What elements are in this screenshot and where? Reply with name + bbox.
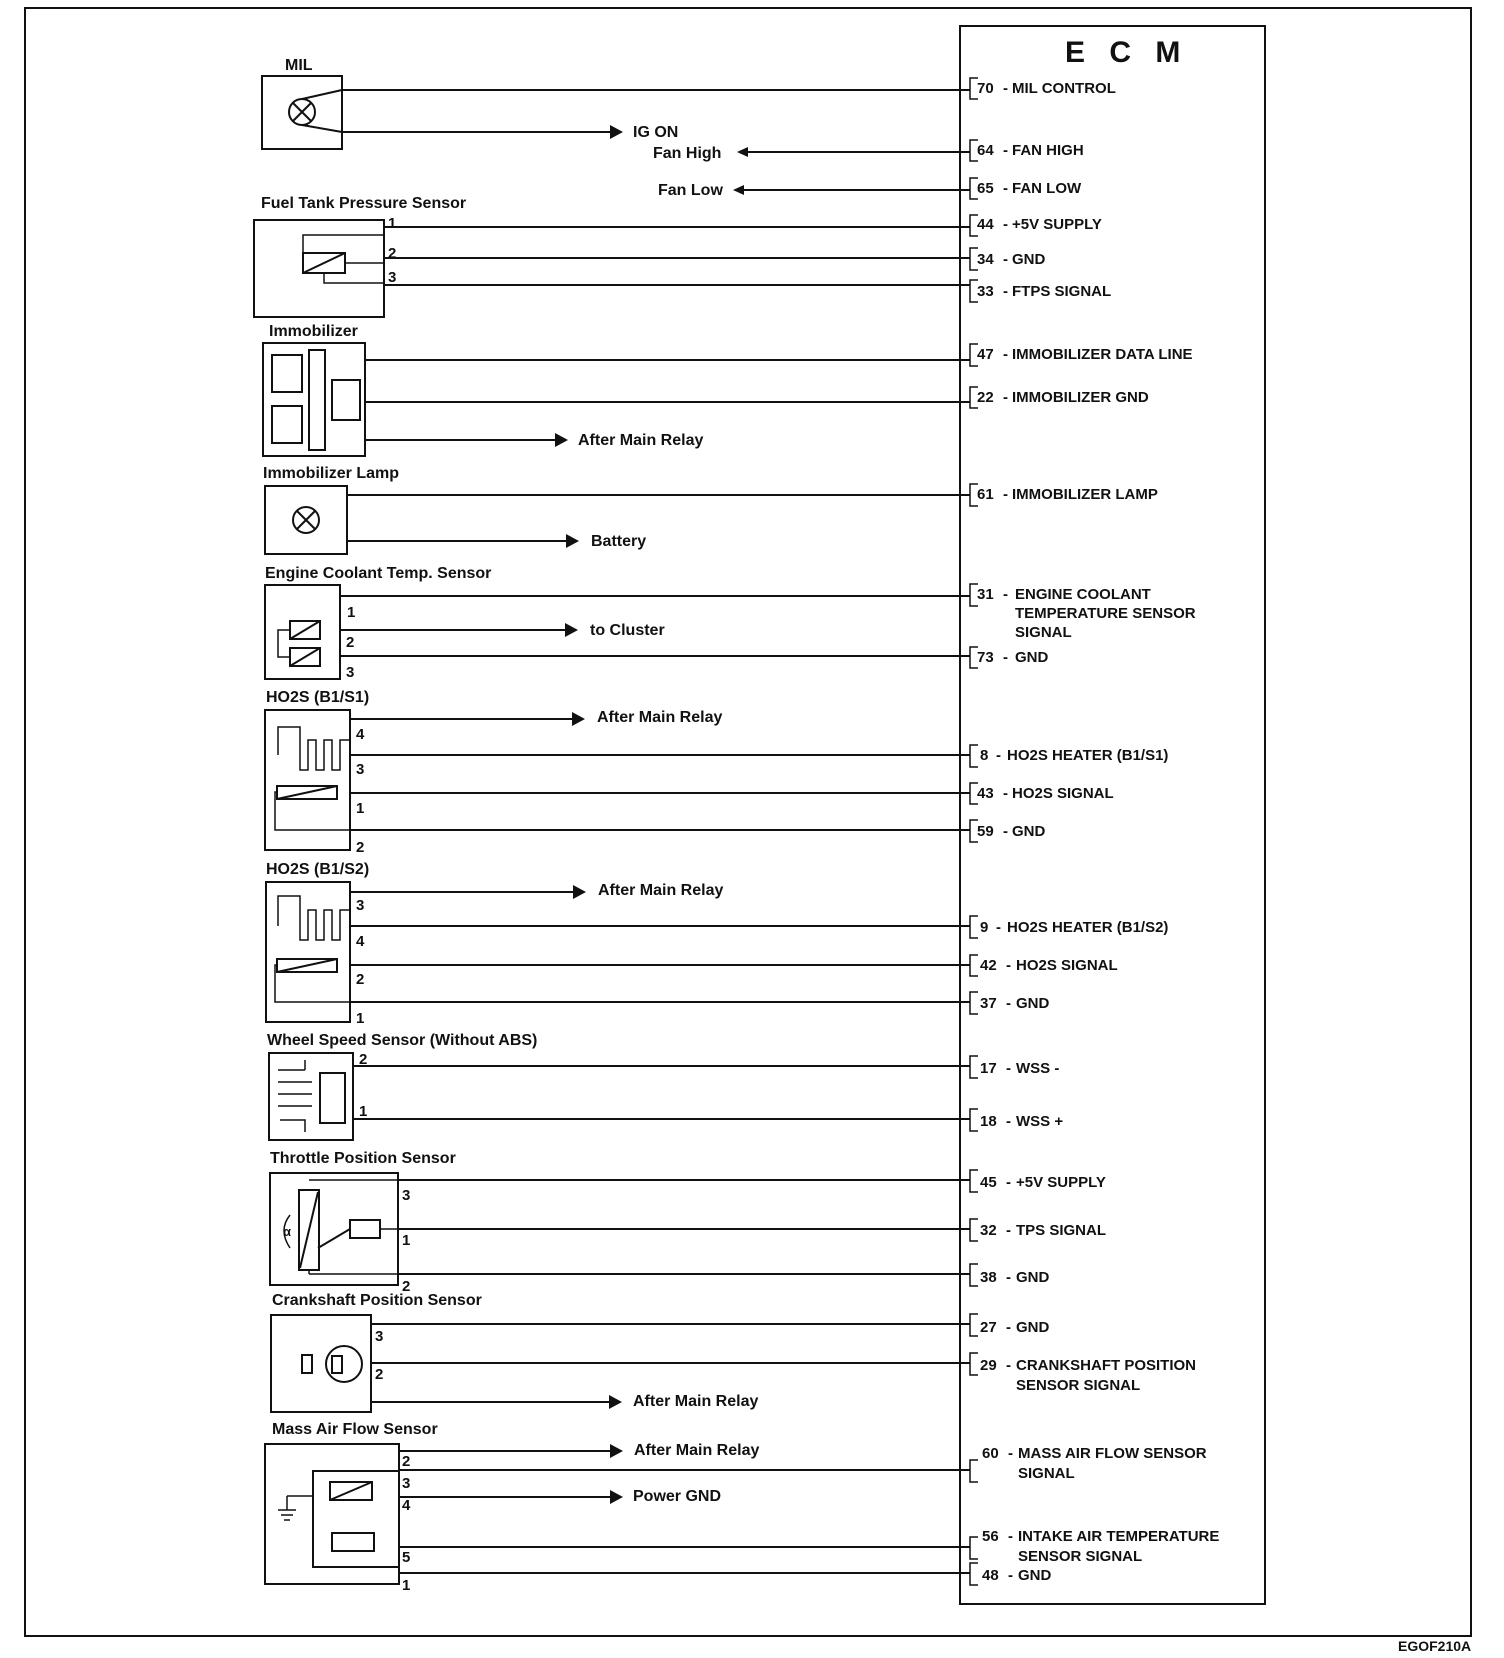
svg-text:61: 61 [977,486,994,503]
svg-text:45: 45 [980,1174,997,1191]
svg-text:3: 3 [402,1475,411,1492]
svg-text:-: - [1006,1222,1011,1239]
ecm-pin [970,1314,1050,1336]
ckp-label: Crankshaft Position Sensor [272,1292,482,1309]
ecm-pin [970,1170,1106,1192]
wss-component [267,1032,537,1140]
svg-text:-: - [1006,1319,1011,1336]
svg-text:IMMOBILIZER DATA LINE: IMMOBILIZER DATA LINE [1012,346,1193,363]
svg-text:-: - [1006,1060,1011,1077]
svg-text:65: 65 [977,180,994,197]
svg-text:33: 33 [977,283,994,300]
svg-text:-: - [1003,80,1008,97]
svg-text:3: 3 [346,664,355,681]
tps-label: Throttle Position Sensor [270,1150,456,1167]
ecm-pin [970,783,1114,804]
svg-text:56: 56 [982,1528,999,1545]
ecm-pin-list [970,78,1219,1585]
svg-text:MASS AIR FLOW SENSOR: MASS AIR FLOW SENSOR [1018,1445,1207,1462]
immobilizer-label: Immobilizer [269,323,358,340]
svg-text:1: 1 [356,1010,365,1027]
svg-text:73: 73 [977,649,994,666]
svg-text:-: - [1003,389,1008,406]
svg-text:-: - [1003,251,1008,268]
svg-text:60: 60 [982,1445,999,1462]
svg-text:-: - [1003,142,1008,159]
svg-text:1: 1 [402,1577,411,1594]
svg-text:α: α [283,1224,291,1239]
ecm-pin [970,955,1118,976]
svg-text:2: 2 [375,1366,384,1383]
svg-text:4: 4 [356,726,365,743]
ecm-pin [970,215,1102,236]
svg-text:4: 4 [402,1497,411,1514]
svg-text:GND: GND [1018,1567,1052,1584]
svg-text:-: - [1006,1174,1011,1191]
svg-text:-: - [1003,785,1008,802]
svg-text:18: 18 [980,1113,997,1130]
after-main-relay-maf: After Main Relay [634,1442,760,1459]
after-main-relay-ckp: After Main Relay [633,1393,759,1410]
svg-text:8: 8 [980,747,989,764]
svg-text:-: - [1006,1269,1011,1286]
svg-text:HO2S SIGNAL: HO2S SIGNAL [1016,957,1118,974]
svg-text:2: 2 [359,1051,368,1068]
svg-text:48: 48 [982,1567,999,1584]
svg-text:-: - [1003,180,1008,197]
svg-text:+5V SUPPLY: +5V SUPPLY [1016,1174,1106,1191]
ecm-pin [970,584,1196,641]
diagram-frame [25,8,1471,1636]
svg-text:TPS SIGNAL: TPS SIGNAL [1016,1222,1107,1239]
svg-text:HO2S SIGNAL: HO2S SIGNAL [1012,785,1114,802]
svg-text:GND: GND [1016,1269,1050,1286]
ckp-component [271,1292,482,1412]
svg-text:HO2S HEATER (B1/S1): HO2S HEATER (B1/S1) [1007,747,1169,764]
svg-text:32: 32 [980,1222,997,1239]
ecm-pin [970,1528,1219,1565]
ecm-pin [970,1219,1106,1241]
ig-on-label: IG ON [633,124,679,141]
svg-text:70: 70 [977,80,994,97]
svg-text:HO2S HEATER (B1/S2): HO2S HEATER (B1/S2) [1007,919,1169,936]
svg-text:-: - [1003,823,1008,840]
svg-text:1: 1 [347,604,356,621]
svg-text:IMMOBILIZER LAMP: IMMOBILIZER LAMP [1012,486,1158,503]
svg-text:2: 2 [356,971,365,988]
wss-label: Wheel Speed Sensor (Without ABS) [267,1032,538,1049]
mil-label: MIL [285,57,313,74]
svg-text:4: 4 [356,933,365,950]
svg-text:SENSOR SIGNAL: SENSOR SIGNAL [1018,1548,1143,1565]
svg-text:+5V SUPPLY: +5V SUPPLY [1012,216,1102,233]
fan-high-label: Fan High [653,145,722,162]
svg-text:17: 17 [980,1060,997,1077]
svg-text:-: - [1003,649,1008,666]
svg-text:GND: GND [1015,649,1049,666]
svg-text:3: 3 [356,761,365,778]
ecm-pin [970,820,1046,842]
ftps-component [254,195,466,317]
svg-text:WSS -: WSS - [1016,1060,1060,1077]
svg-text:SIGNAL: SIGNAL [1015,624,1072,641]
svg-text:GND: GND [1016,995,1050,1012]
svg-text:-: - [996,919,1001,936]
svg-text:47: 47 [977,346,994,363]
svg-text:9: 9 [980,919,989,936]
svg-text:TEMPERATURE SENSOR: TEMPERATURE SENSOR [1015,605,1196,622]
ecm-pin [970,344,1193,366]
svg-text:FAN HIGH: FAN HIGH [1012,142,1084,159]
ects-label: Engine Coolant Temp. Sensor [265,565,492,582]
svg-text:FTPS SIGNAL: FTPS SIGNAL [1012,283,1112,300]
svg-text:22: 22 [977,389,994,406]
svg-text:3: 3 [356,897,365,914]
svg-text:INTAKE AIR TEMPERATURE: INTAKE AIR TEMPERATURE [1018,1528,1220,1545]
ecm-pin [970,1109,1063,1131]
ecm-pin [970,140,1084,161]
svg-text:-: - [1006,995,1011,1012]
svg-text:59: 59 [977,823,994,840]
svg-text:29: 29 [980,1357,997,1374]
svg-text:IMMOBILIZER GND: IMMOBILIZER GND [1012,389,1149,406]
ecm-pin [970,916,1168,938]
power-gnd-label: Power GND [633,1488,722,1505]
fan-low-label: Fan Low [658,182,723,199]
ecm-pin [970,1563,1052,1585]
ho2s-b1s1-label: HO2S (B1/S1) [266,689,370,706]
svg-text:GND: GND [1016,1319,1050,1336]
svg-text:GND: GND [1012,823,1046,840]
diagram-code: EGOF210A [1398,1638,1472,1654]
svg-text:2: 2 [388,245,397,262]
svg-text:WSS +: WSS + [1016,1113,1064,1130]
ects-component [265,565,491,681]
maf-label: Mass Air Flow Sensor [272,1421,438,1438]
ecm-pin [970,1353,1196,1394]
svg-text:SIGNAL: SIGNAL [1018,1465,1075,1482]
ecm-title: E C M [1065,36,1189,69]
svg-text:44: 44 [977,216,994,233]
immobilizer-component [263,323,365,456]
ecm-pin [970,992,1050,1014]
svg-text:3: 3 [375,1328,384,1345]
after-main-relay-immo: After Main Relay [578,432,704,449]
svg-text:-: - [1006,1113,1011,1130]
ecm-pin [970,387,1149,408]
svg-text:1: 1 [356,800,365,817]
svg-text:1: 1 [402,1232,411,1249]
svg-text:2: 2 [402,1453,411,1470]
svg-text:-: - [1003,216,1008,233]
svg-text:ENGINE COOLANT: ENGINE COOLANT [1015,586,1151,603]
immo-lamp-label: Immobilizer Lamp [263,465,400,482]
svg-text:2: 2 [356,839,365,856]
maf-component [265,1421,438,1594]
svg-text:-: - [1003,283,1008,300]
svg-text:-: - [1003,586,1008,603]
svg-text:64: 64 [977,142,994,159]
ecm-pin [970,1056,1059,1078]
svg-text:1: 1 [359,1103,368,1120]
ftps-label: Fuel Tank Pressure Sensor [261,195,467,212]
battery-label: Battery [591,533,647,550]
mil-component [262,57,342,149]
svg-text:31: 31 [977,586,994,603]
ecm-pin [970,1264,1050,1286]
svg-text:-: - [1008,1567,1013,1584]
svg-text:1: 1 [388,215,397,232]
ecm-pin [970,280,1111,302]
to-cluster-label: to Cluster [590,622,665,639]
svg-text:-: - [1008,1528,1013,1545]
ho2s-b1s2-label: HO2S (B1/S2) [266,861,370,878]
svg-text:3: 3 [388,269,397,286]
after-main-relay-b1s2: After Main Relay [598,882,724,899]
ecm-pin [970,78,1116,99]
svg-text:CRANKSHAFT POSITION: CRANKSHAFT POSITION [1016,1357,1196,1374]
ecm-pin [970,745,1168,767]
ecm-pin [970,1445,1207,1482]
ecm-pin [970,178,1082,199]
svg-text:2: 2 [346,634,355,651]
svg-text:42: 42 [980,957,997,974]
ecm-pin [970,484,1158,506]
svg-text:27: 27 [980,1319,997,1336]
svg-text:SENSOR SIGNAL: SENSOR SIGNAL [1016,1377,1141,1394]
svg-text:-: - [1003,486,1008,503]
svg-text:-: - [1008,1445,1013,1462]
svg-text:-: - [1006,1357,1011,1374]
svg-text:MIL CONTROL: MIL CONTROL [1012,80,1116,97]
svg-text:2: 2 [402,1278,411,1295]
svg-text:FAN LOW: FAN LOW [1012,180,1082,197]
ecm-pin [970,248,1046,270]
after-main-relay-b1s1: After Main Relay [597,709,723,726]
svg-text:43: 43 [977,785,994,802]
svg-text:-: - [1006,957,1011,974]
svg-text:3: 3 [402,1187,411,1204]
svg-text:5: 5 [402,1549,411,1566]
svg-text:GND: GND [1012,251,1046,268]
svg-text:-: - [1003,346,1008,363]
svg-text:-: - [996,747,1001,764]
svg-text:37: 37 [980,995,997,1012]
svg-text:38: 38 [980,1269,997,1286]
svg-text:34: 34 [977,251,994,268]
ecm-pin [970,647,1049,668]
